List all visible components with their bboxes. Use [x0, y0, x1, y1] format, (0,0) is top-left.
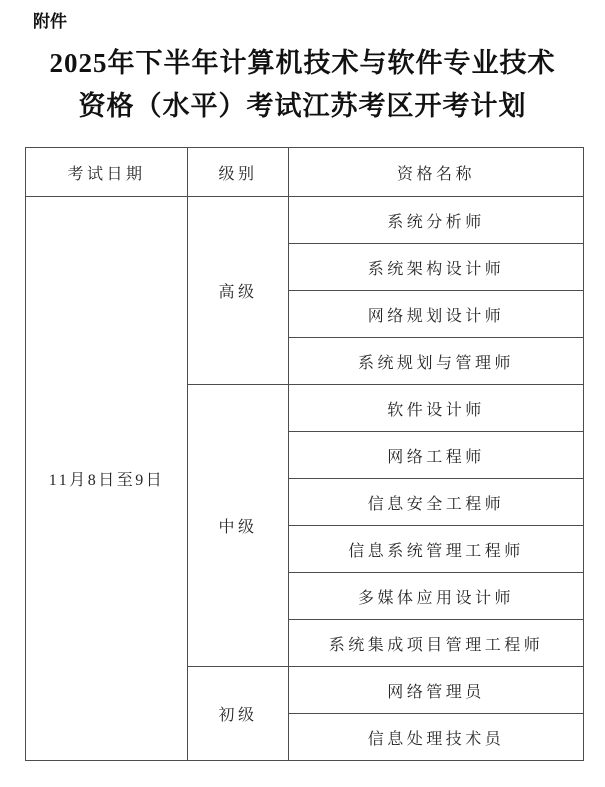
qualification-cell: 系统规划与管理师 — [289, 338, 584, 385]
level-cell-elementary: 初级 — [188, 667, 289, 761]
qualification-cell: 网络规划设计师 — [289, 291, 584, 338]
qualification-cell: 软件设计师 — [289, 385, 584, 432]
qualification-cell: 信息系统管理工程师 — [289, 526, 584, 573]
qualification-cell: 系统分析师 — [289, 197, 584, 244]
qualification-cell: 信息处理技术员 — [289, 714, 584, 761]
header-qualification-name: 资格名称 — [289, 148, 584, 197]
qualification-cell: 网络工程师 — [289, 432, 584, 479]
qualification-cell: 系统架构设计师 — [289, 244, 584, 291]
qualification-cell: 信息安全工程师 — [289, 479, 584, 526]
attachment-label: 附件 — [33, 12, 67, 31]
table-row — [26, 197, 584, 244]
table-header-row — [26, 148, 584, 197]
exam-date-cell: 11月8日至9日 — [26, 197, 188, 761]
document-title — [0, 42, 605, 128]
title-line-2: 资格（水平）考试江苏考区开考计划 — [78, 91, 527, 121]
qualification-cell: 多媒体应用设计师 — [289, 573, 584, 620]
header-exam-date: 考试日期 — [26, 148, 188, 197]
qualification-cell: 网络管理员 — [289, 667, 584, 714]
level-cell-advanced: 高级 — [188, 197, 289, 385]
qualification-cell: 系统集成项目管理工程师 — [289, 620, 584, 667]
header-level: 级别 — [188, 148, 289, 197]
exam-schedule-table — [25, 147, 584, 761]
level-cell-intermediate: 中级 — [188, 385, 289, 667]
title-line-1: 2025年下半年计算机技术与软件专业技术 — [49, 48, 556, 78]
